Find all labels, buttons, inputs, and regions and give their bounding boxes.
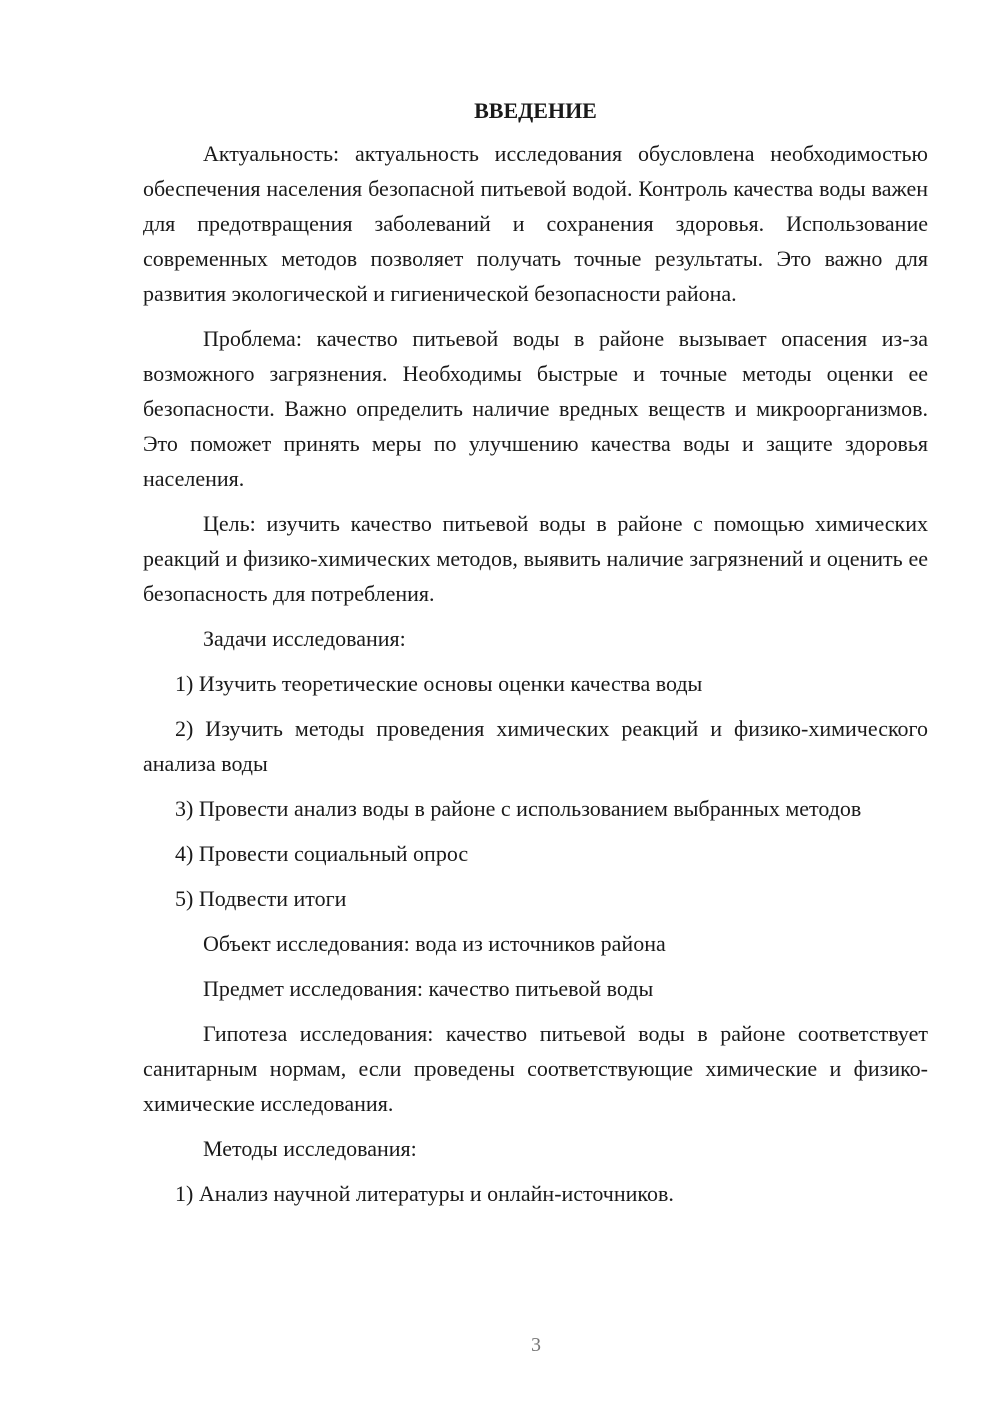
page-number: 3: [531, 1334, 541, 1356]
method-item-1: 1) Анализ научной литературы и онлайн-источников.: [175, 1181, 674, 1206]
task-item-2: 2) Изучить методы проведения химических реакций и физико-химического анализа воды: [143, 716, 928, 776]
page-content: [143, 94, 928, 1211]
relevance-paragraph: Актуальность: актуальность исследования обусловлена необходимостью обеспечения населения безопасной питьевой водой. Контроль качества воды важен для предотвращения заболеваний и сохранения здоровья. Использование современных методов позволяет получать точные результаты. Это важно для развития экологической и гигиенической безопасности района.: [143, 141, 928, 306]
object-paragraph: Объект исследования: вода из источников района: [203, 931, 666, 956]
problem-paragraph: Проблема: качество питьевой воды в районе вызывает опасения из-за возможного загрязнения. Необходимы быстрые и точные методы оценки ее безопасности. Важно определить наличие вредных веществ и микроорганизмов. Это поможет принять меры по улучшению качества воды и защите здоровья населения.: [143, 326, 928, 491]
tasks-heading: Задачи исследования:: [203, 626, 406, 651]
section-title: ВВЕДЕНИЕ: [474, 98, 597, 123]
methods-heading: Методы исследования:: [203, 1136, 417, 1161]
subject-paragraph: Предмет исследования: качество питьевой воды: [203, 976, 654, 1001]
hypothesis-paragraph: Гипотеза исследования: качество питьевой воды в районе соответствует санитарным нормам, если проведены соответствующие химические и физико-химические исследования.: [143, 1021, 928, 1116]
task-item-1: 1) Изучить теоретические основы оценки качества воды: [175, 671, 703, 696]
task-item-3: 3) Провести анализ воды в районе с использованием выбранных методов: [175, 796, 862, 821]
task-item-4: 4) Провести социальный опрос: [175, 841, 469, 866]
goal-paragraph: Цель: изучить качество питьевой воды в районе с помощью химических реакций и физико-химических методов, выявить наличие загрязнений и оценить ее безопасность для потребления.: [143, 511, 928, 606]
task-item-5: 5) Подвести итоги: [175, 886, 347, 911]
